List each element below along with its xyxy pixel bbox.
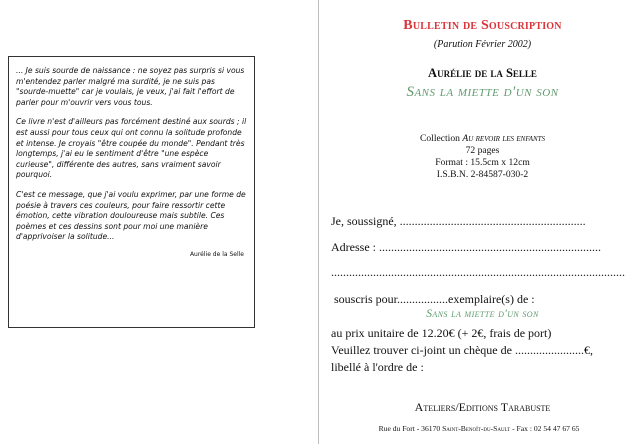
soussigne-dots: .............................................................. [399, 214, 586, 228]
book-author: Aurélie de la Selle [428, 66, 537, 80]
souscris-line [334, 292, 535, 307]
soussigne-field[interactable] [331, 214, 586, 229]
quote-paragraph-3: C'est ce message, que j'ai voulu exprimer, par une forme de poésie à travers ces couleurs, pour faire ressortir cette émotion, cette vibration douloureuse mais subtile. Ces poèmes et ces dessins sont pour moi une manière d'apprivoiser la solitude... [16, 189, 246, 242]
cheque-label: Veuillez trouver ci-joint un chèque de [331, 343, 512, 357]
adresse-extra-dots: .................................................................................................. [331, 265, 625, 279]
page-fold-divider [318, 0, 319, 444]
book-isbn: I.S.B.N. 2-84587-030-2 [436, 169, 529, 180]
collection-line [330, 133, 635, 145]
quote-paragraph-2: Ce livre n'est d'ailleurs pas forcément destiné aux sourds ; il est aussi pour tous ceux qui ont connu la solitude profonde et intense. Je croyais "être coupée du monde". Pendant très longtemps, j'ai eu le sentiment d'être "une espèce curieuse", différente des autres, sans vraiment savoir pourquoi. [16, 117, 247, 180]
book-format: Format : 15.5cm x 12cm [435, 157, 530, 168]
parution-date: (Parution Février 2002) [433, 39, 532, 50]
page-count: 72 pages [465, 145, 500, 156]
adresse-dots: .......................................................................... [379, 240, 601, 254]
souscris-suffix: exemplaire(s) de : [448, 292, 535, 306]
address-city: Saint-Benoît-du-Sault [442, 424, 511, 433]
quote-paragraph-1: ... Je suis sourde de naissance : ne soyez pas surpris si vous m'entendez parler malgré ma surdité, je ne suis pas "sourde-muette" car je voulais, je veux, j'ai fait l'effort de parler pour m'ouvrir vers vous tous. [16, 66, 245, 107]
adresse-label: Adresse : [331, 240, 376, 254]
publisher-address [318, 424, 640, 433]
book-title-repeat: Sans la miette d'un son [426, 308, 539, 320]
quantity-dots[interactable]: ................. [397, 292, 448, 306]
adresse-extra-field[interactable] [331, 265, 625, 280]
cheque-dots: .......................€, [514, 343, 593, 357]
cheque-line[interactable] [331, 343, 593, 358]
publisher-name: Ateliers/Editions Tarabuste [414, 400, 551, 414]
collection-label: Collection [419, 133, 460, 144]
soussigne-label: Je, soussigné, [331, 214, 397, 228]
author-quote-box [8, 56, 255, 328]
bulletin-title: Bulletin de Souscription [403, 18, 562, 33]
quote-signature: Aurélie de la Selle [189, 250, 244, 258]
collection-name: Au revoir les enfants [462, 133, 546, 144]
adresse-field[interactable] [331, 240, 601, 255]
prix-line: au prix unitaire de 12.20€ (+ 2€, frais de port) [331, 326, 552, 340]
address-fax: - Fax : 02 54 47 67 65 [512, 424, 580, 433]
address-street: Rue du Fort - 36170 [378, 424, 441, 433]
ordre-line: libellé à l'ordre de : [331, 360, 424, 374]
souscris-prefix: souscris pour [334, 292, 397, 306]
book-title: Sans la miette d'un son [406, 84, 559, 100]
book-details [330, 133, 635, 181]
